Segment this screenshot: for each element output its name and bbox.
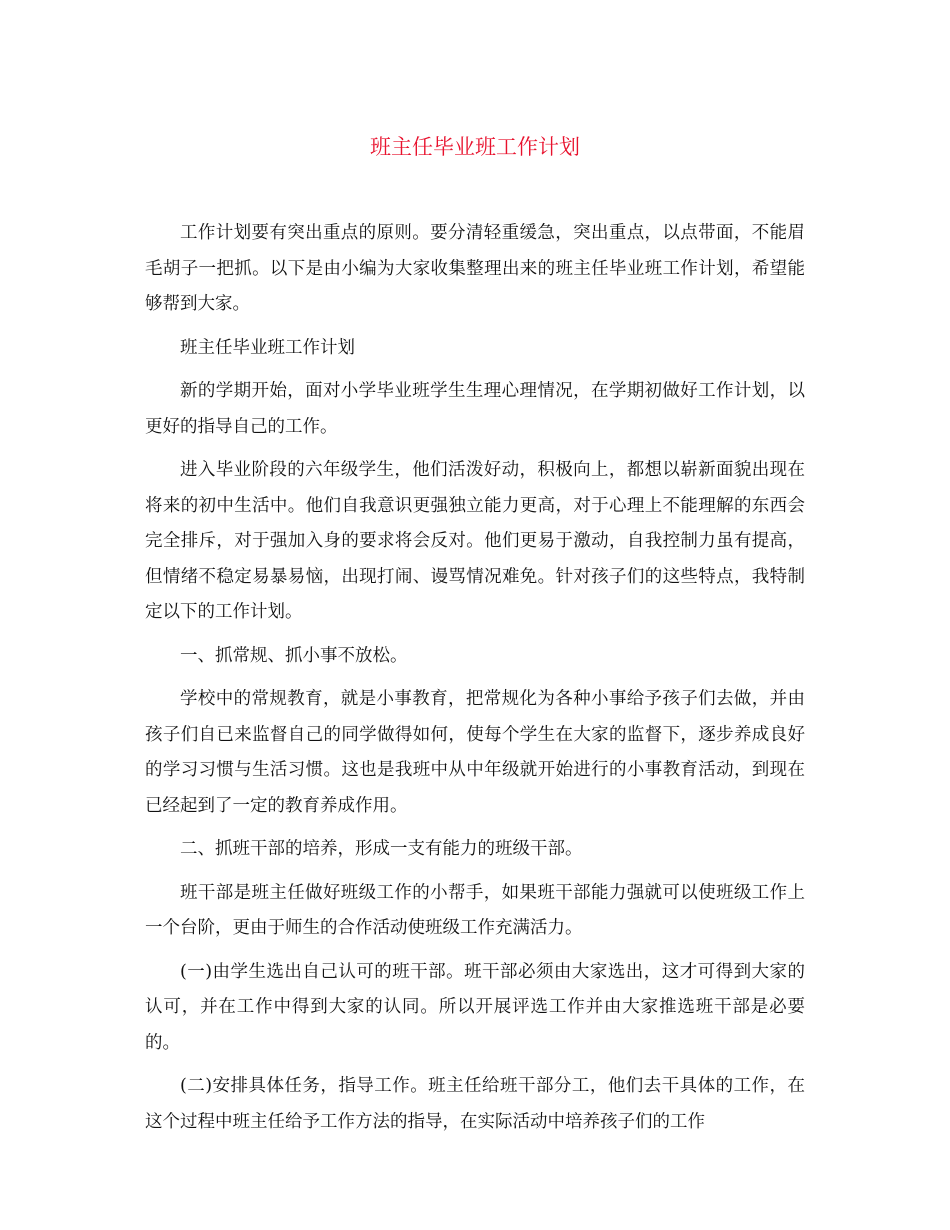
paragraph: 班干部是班主任做好班级工作的小帮手，如果班干部能力强就可以使班级工作上一个台阶，更由于师生的合作活动使班级工作充满活力。	[145, 882, 805, 938]
section-heading-2: 二、抓班干部的培养，形成一支有能力的班级干部。	[180, 839, 583, 859]
paragraph-intro: 工作计划要有突出重点的原则。要分清轻重缓急，突出重点，以点带面，不能眉毛胡子一把抓。以下是由小编为大家收集整理出来的班主任毕业班工作计划，希望能够帮到大家。	[145, 223, 805, 314]
document-body	[145, 216, 805, 1148]
paragraph: 学校中的常规教育，就是小事教育，把常规化为各种小事给予孩子们去做，并由孩子们自已来监督自己的同学做得如何，使每个学生在大家的监督下，逐步养成良好的学习习惯与生活习惯。这也是我班中从中年级就开始进行的小事教育活动，到现在已经起到了一定的教育养成作用。	[145, 689, 805, 816]
paragraph: 进入毕业阶段的六年级学生，他们活泼好动，积极向上，都想以崭新面貌出现在将来的初中生活中。他们自我意识更强独立能力更高，对于心理上不能理解的东西会完全排斥，对于强加入身的要求将会反对。他们更易于激动，自我控制力虽有提高，但情绪不稳定易暴易恼，出现打闹、谩骂情况难免。针对孩子们的这些特点，我特制定以下的工作计划。	[145, 460, 805, 622]
paragraph: (二)安排具体任务，指导工作。班主任给班干部分工，他们去干具体的工作，在这个过程中班主任给予工作方法的指导，在实际活动中培养孩子们的工作	[145, 1076, 805, 1132]
section-heading-1: 一、抓常规、抓小事不放松。	[180, 645, 408, 666]
paragraph: 新的学期开始，面对小学毕业班学生生理心理情况，在学期初做好工作计划，以更好的指导自己的工作。	[145, 381, 805, 437]
paragraph: (一)由学生选出自己认可的班干部。班干部必须由大家选出，这才可得到大家的认可，并在工作中得到大家的认同。所以开展评选工作并由大家推选班干部是必要的。	[145, 961, 805, 1053]
paragraph-subtitle: 班主任毕业班工作计划	[180, 337, 355, 358]
document-title: 班主任毕业班工作计划	[370, 135, 580, 159]
